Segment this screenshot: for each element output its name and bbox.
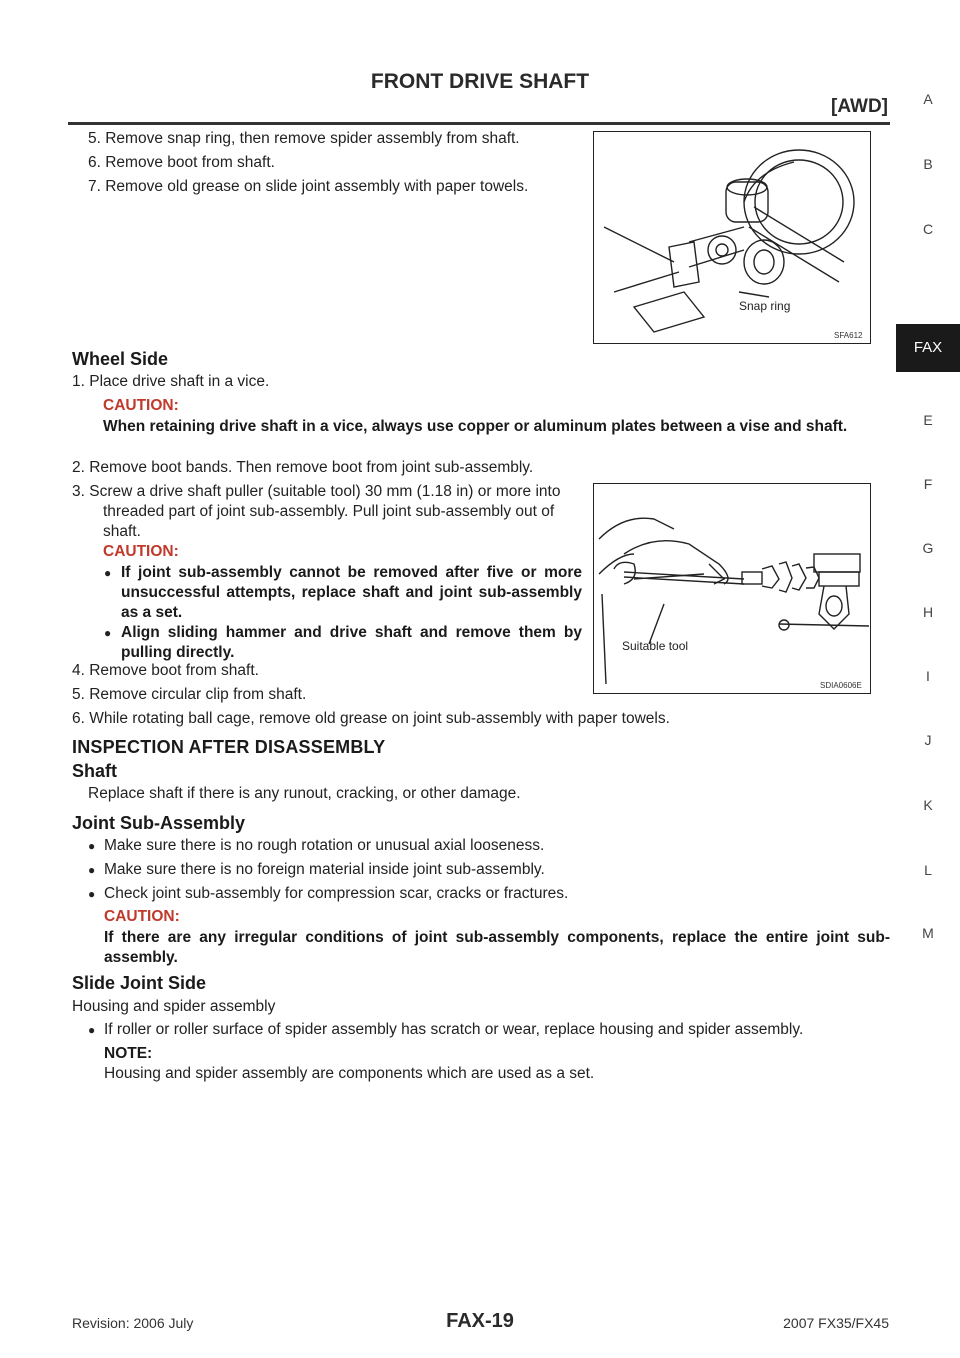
caution-label-1: CAUTION: bbox=[103, 397, 179, 414]
tab-fax[interactable]: FAX bbox=[896, 324, 960, 372]
suitable-tool-label: Suitable tool bbox=[622, 639, 689, 653]
bullet-icon: ● bbox=[104, 566, 112, 580]
page-number: FAX-19 bbox=[446, 1310, 514, 1332]
tab-m[interactable]: M bbox=[922, 925, 934, 941]
joint-heading: Joint Sub-Assembly bbox=[72, 813, 246, 833]
tab-e[interactable]: E bbox=[923, 412, 933, 428]
wheel-step-4: 4. Remove boot from shaft. bbox=[72, 662, 259, 679]
caution-text-1: When retaining drive shaft in a vice, always use copper or aluminum plates between a vise and shaft. bbox=[103, 418, 848, 435]
joint-caution-text: If there are any irregular conditions of joint sub-assembly components, replace the entire joint sub-assembly. bbox=[104, 929, 890, 966]
tab-a[interactable]: A bbox=[923, 91, 933, 107]
wheel-step-2: 2. Remove boot bands. Then remove boot from joint sub-assembly. bbox=[72, 459, 534, 476]
figure-code-1: SFA612 bbox=[834, 331, 863, 340]
tab-f[interactable]: F bbox=[923, 476, 933, 492]
wheel-side-heading: Wheel Side bbox=[72, 349, 169, 369]
tab-h[interactable]: H bbox=[922, 604, 934, 620]
section-tag: [AWD] bbox=[831, 96, 888, 117]
slide-joint-bullet: If roller or roller surface of spider assembly has scratch or wear, replace housing and spider assembly. bbox=[104, 1021, 804, 1038]
footer-revision: Revision: 2006 July bbox=[72, 1315, 194, 1331]
bullet-icon: ● bbox=[104, 626, 112, 640]
wheel-step-5: 5. Remove circular clip from shaft. bbox=[72, 686, 307, 703]
bullet-icon: ● bbox=[88, 1023, 96, 1037]
footer-model: 2007 FX35/FX45 bbox=[783, 1315, 889, 1331]
shaft-heading: Shaft bbox=[72, 761, 117, 781]
slide-joint-text: Housing and spider assembly bbox=[72, 998, 276, 1015]
tab-l[interactable]: L bbox=[924, 862, 932, 878]
joint-bullet-2: Make sure there is no foreign material inside joint sub-assembly. bbox=[104, 861, 545, 878]
header-rule bbox=[68, 122, 890, 125]
caution-label-2: CAUTION: bbox=[103, 543, 179, 560]
step-6-top: 6. Remove boot from shaft. bbox=[88, 154, 275, 171]
shaft-text: Replace shaft if there is any runout, cracking, or other damage. bbox=[88, 785, 521, 802]
snap-ring-label: Snap ring bbox=[739, 299, 791, 313]
bullet-icon: ● bbox=[88, 887, 96, 901]
step-5-top: 5. Remove snap ring, then remove spider assembly from shaft. bbox=[88, 130, 520, 147]
drive-shaft-puller-illustration bbox=[594, 484, 870, 693]
wheel-step-1: 1. Place drive shaft in a vice. bbox=[72, 373, 270, 390]
note-text: Housing and spider assembly are components which are used as a set. bbox=[104, 1065, 595, 1082]
wheel-step-6: 6. While rotating ball cage, remove old grease on joint sub-assembly with paper towels. bbox=[72, 710, 670, 727]
tab-i[interactable]: I bbox=[926, 668, 930, 684]
tab-k[interactable]: K bbox=[923, 797, 933, 813]
tab-g[interactable]: G bbox=[922, 540, 934, 556]
joint-bullet-3: Check joint sub-assembly for compression scar, cracks or fractures. bbox=[104, 885, 569, 902]
snap-ring-illustration bbox=[594, 132, 870, 343]
figure-code-2: SDIA0606E bbox=[820, 681, 862, 690]
wheel-step-3: 3. Screw a drive shaft puller (suitable tool) 30 mm (1.18 in) or more into threaded part of joint sub-assembly. Pull joint sub-assembly out of shaft. bbox=[72, 483, 561, 540]
slide-joint-heading: Slide Joint Side bbox=[72, 973, 207, 993]
caution-bullet-2: Align sliding hammer and drive shaft and remove them by pulling directly. bbox=[121, 624, 582, 661]
suitable-tool-figure bbox=[593, 483, 871, 694]
tab-j[interactable]: J bbox=[924, 732, 932, 748]
tab-b[interactable]: B bbox=[923, 156, 933, 172]
inspection-heading: INSPECTION AFTER DISASSEMBLY bbox=[72, 737, 386, 757]
snap-ring-figure bbox=[593, 131, 871, 344]
caution-label-3: CAUTION: bbox=[104, 908, 180, 925]
bullet-icon: ● bbox=[88, 839, 96, 853]
page-title: FRONT DRIVE SHAFT bbox=[370, 70, 590, 93]
tab-c[interactable]: C bbox=[922, 221, 934, 237]
note-label: NOTE: bbox=[104, 1045, 153, 1062]
caution-bullet-1: If joint sub-assembly cannot be removed after five or more unsuccessful attempts, replace shaft and joint sub-assembly as a set. bbox=[121, 564, 582, 621]
step-7-top: 7. Remove old grease on slide joint assembly with paper towels. bbox=[88, 178, 529, 195]
joint-bullet-1: Make sure there is no rough rotation or unusual axial looseness. bbox=[104, 837, 545, 854]
bullet-icon: ● bbox=[88, 863, 96, 877]
